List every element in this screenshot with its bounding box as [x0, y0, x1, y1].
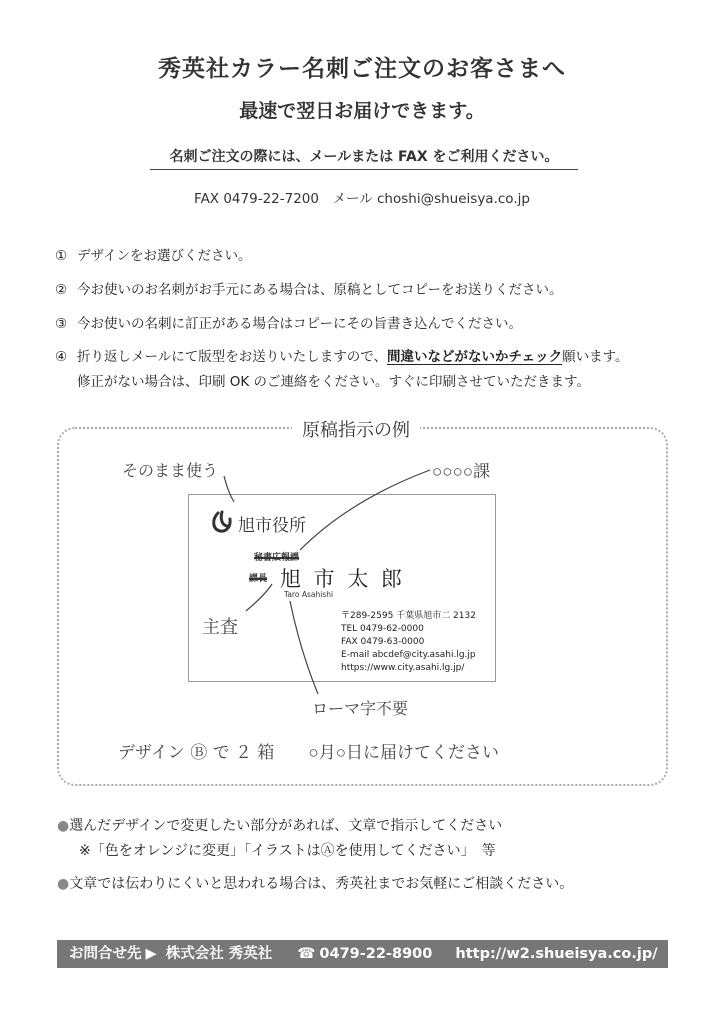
card-tel: TEL 0479-62-0000 [341, 624, 424, 634]
bullet-icon: ● [57, 876, 70, 892]
contact-line: FAX 0479-22-7200 メール choshi@shueisya.co.jp [194, 191, 530, 207]
page-title: 秀英社カラー名刺ご注文のお客さまへ [158, 56, 566, 82]
card-romaji: Taro Asahishi [284, 590, 334, 599]
note-title-change: 主査 [202, 617, 238, 638]
note-no-romaji: ローマ字不要 [312, 699, 409, 718]
footer-url[interactable]: http://w2.shueisya.co.jp/ [455, 946, 658, 962]
card-address: 〒289-2595 千葉県旭市二 2132 [341, 611, 476, 621]
triangle-right-icon: ▶ [145, 946, 157, 962]
example-title: 原稿指示の例 [292, 416, 420, 442]
footer-bar [57, 940, 668, 968]
order-notice: 名刺ご注文の際には、メールまたは FAX をご利用ください。 [150, 146, 578, 170]
bullet-icon: ● [57, 818, 70, 834]
phone-icon: ☎ [297, 946, 316, 962]
note-text: 選んだデザインで変更したい部分があれば、文章で指示してください [69, 818, 503, 834]
note-text: 文章では伝わりにくいと思われる場合は、秀英社までお気軽にご相談ください。 [69, 876, 574, 892]
step-number: ③ [55, 316, 68, 332]
card-dept: 秘書広報課 [254, 553, 300, 563]
step-text: 折り返しメールにて版型をお送りいたしますので、 [77, 349, 387, 365]
check-emphasis: 間違いなどがないかチェック [386, 349, 563, 365]
romaji-pointer-line [290, 601, 318, 694]
step-text: デザインをお選びください。 [77, 248, 252, 264]
step-number: ① [55, 248, 68, 264]
step-number: ② [55, 282, 68, 298]
step-text: 今お使いの名刺に訂正がある場合はコピーにその旨書き込んでください。 [77, 316, 522, 332]
dept-pointer-line [300, 470, 430, 550]
step-text-end: 願います。 [562, 349, 629, 365]
keep-pointer-line [224, 476, 234, 502]
step-text: 今お使いのお名刺がお手元にある場合は、原稿としてコピーをお送りください。 [77, 282, 563, 298]
step-number: ④ [55, 349, 68, 365]
note-item-3 [57, 873, 573, 893]
card-org-name: 旭市役所 [238, 516, 306, 536]
footer-label: お問合せ先 [69, 946, 142, 962]
card-email: E-mail abcdef@city.asahi.lg.jp [341, 650, 476, 660]
card-name: 旭 市 太 郎 [280, 567, 406, 591]
page-subtitle: 最速で翌日お届けできます。 [239, 100, 485, 122]
footer-company: 株式会社 秀英社 [165, 946, 273, 962]
note-dept: ○○○○課 [432, 462, 491, 482]
note-item-2: ※「色をオレンジに変更」「イラストはⒶを使用してください」 等 [79, 843, 496, 859]
footer-phone: 0479-22-8900 [319, 946, 433, 962]
card-fax: FAX 0479-63-0000 [341, 637, 425, 647]
title-pointer-line [246, 584, 272, 611]
note-item-1 [57, 815, 502, 835]
card-position: 課長 [249, 574, 268, 584]
card-url: https://www.city.asahi.lg.jp/ [341, 663, 465, 673]
note-keep-as-is: そのまま使う [122, 461, 219, 480]
note-design-delivery: デザイン Ⓑ で ２ 箱 ○月○日に届けてください [118, 743, 499, 763]
step-4-line2: 修正がない場合は、印刷 OK のご連絡をください。すぐに印刷させていただきます。 [77, 374, 590, 390]
